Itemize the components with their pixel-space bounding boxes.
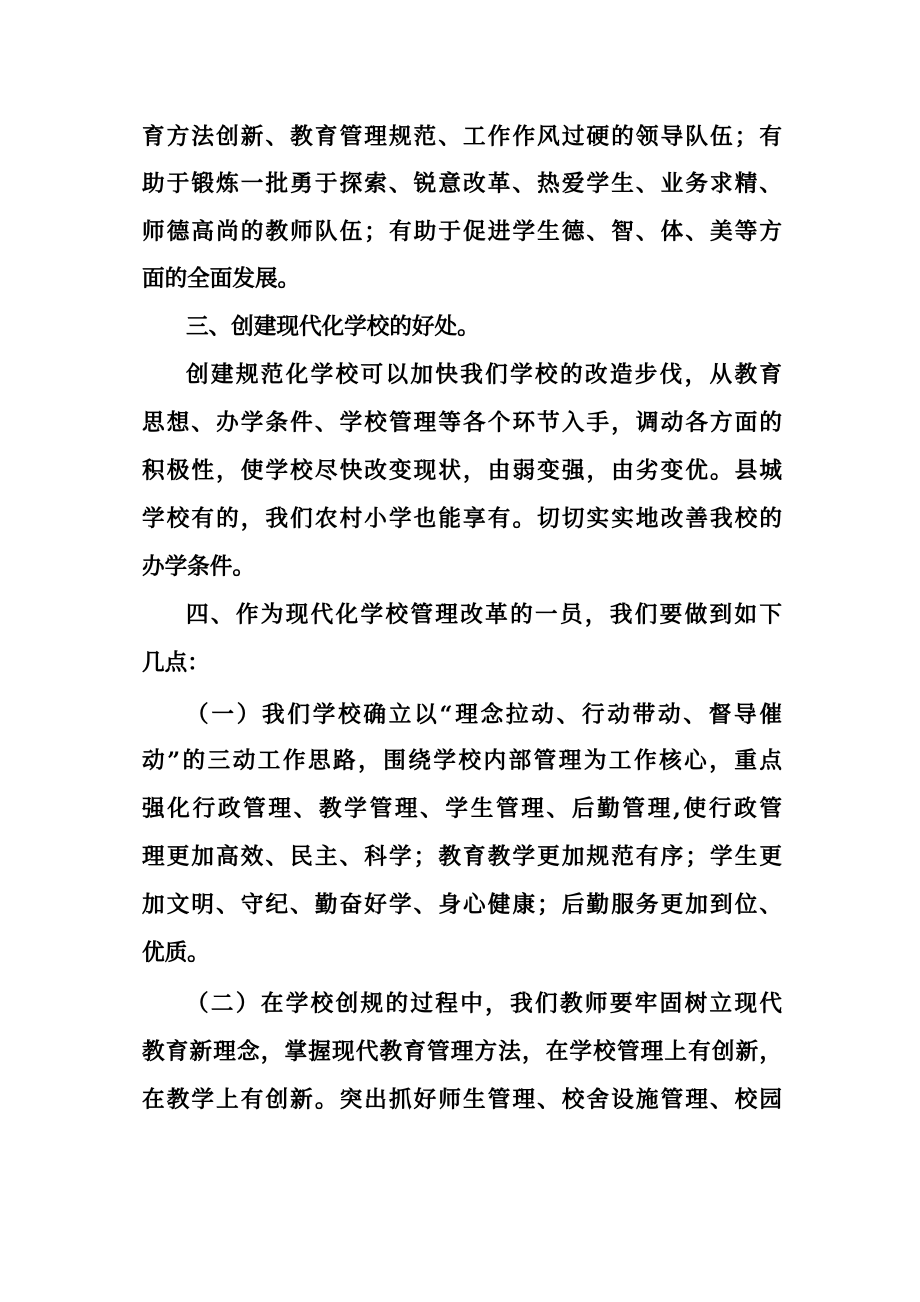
text-line: 理更加高效、民主、科学；教育教学更加规范有序；学生更 bbox=[142, 844, 782, 870]
text-line: 加文明、守纪、勤奋好学、身心健康；后勤服务更加到位、 bbox=[142, 892, 782, 918]
text-line: 创建规范化学校可以加快我们学校的改造步伐，从教育 bbox=[186, 362, 782, 388]
text-line: 教育新理念，掌握现代教育管理方法，在学校管理上有创新， bbox=[142, 1039, 782, 1065]
text-line: 办学条件。 bbox=[142, 554, 255, 580]
text-line: 师德高尚的教师队伍；有助于促进学生德、智、体、美等方 bbox=[142, 219, 782, 245]
text-line: 几点： bbox=[142, 650, 210, 676]
text-line: 在教学上有创新。突出抓好师生管理、校舍设施管理、校园 bbox=[142, 1087, 782, 1113]
text-line: （一）我们学校确立以“理念拉动、行动带动、督导催 bbox=[186, 702, 782, 728]
text-line: 助于锻炼一批勇于探索、锐意改革、热爱学生、业务求精、 bbox=[142, 171, 782, 197]
section-heading-3: 三、创建现代化学校的好处。 bbox=[186, 314, 480, 340]
text-line: 面的全面发展。 bbox=[142, 266, 301, 292]
section-heading-4: 四、作为现代化学校管理改革的一员，我们要做到如下 bbox=[186, 602, 782, 628]
text-line: 优质。 bbox=[142, 940, 210, 966]
text-line: 学校有的，我们农村小学也能享有。切切实实地改善我校的 bbox=[142, 506, 782, 532]
text-line: 动”的三动工作思路，围绕学校内部管理为工作核心，重点 bbox=[142, 748, 782, 774]
text-line: （二）在学校创规的过程中，我们教师要牢固树立现代 bbox=[186, 991, 782, 1017]
text-line: 育方法创新、教育管理规范、工作作风过硬的领导队伍；有 bbox=[142, 124, 782, 150]
text-line: 积极性，使学校尽快改变现状，由弱变强，由劣变优。县城 bbox=[142, 458, 782, 484]
text-line: 思想、办学条件、学校管理等各个环节入手，调动各方面的 bbox=[142, 410, 782, 436]
text-line: 强化行政管理、教学管理、学生管理、后勤管理,使行政管 bbox=[142, 796, 782, 822]
